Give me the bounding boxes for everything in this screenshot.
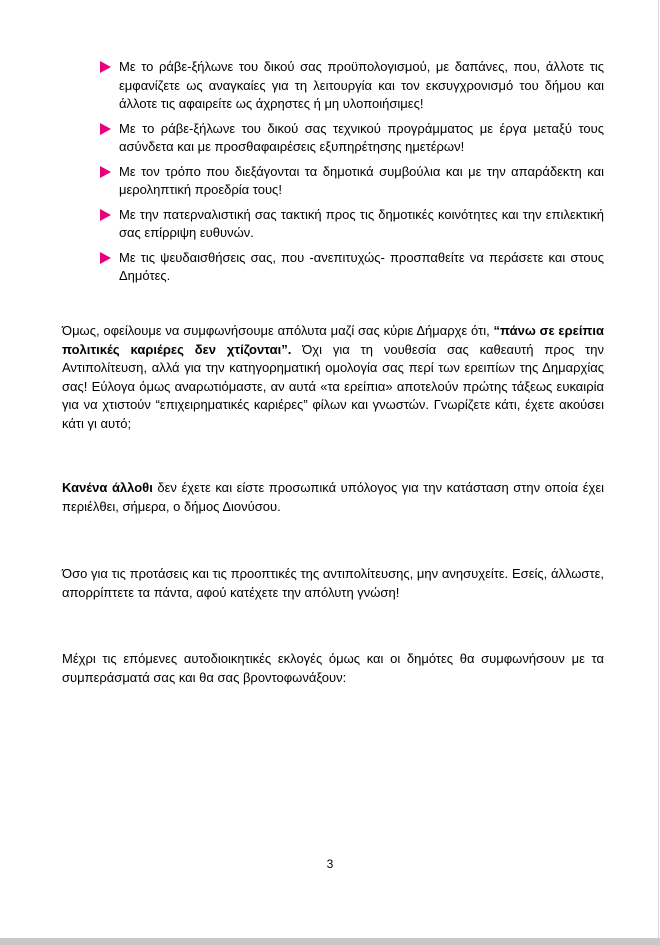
paragraph-ruins — [62, 322, 604, 433]
list-item — [100, 206, 604, 243]
list-item — [100, 163, 604, 200]
paragraph-no-alibi — [62, 479, 604, 516]
triangle-bullet-icon — [100, 61, 111, 73]
bullet-text: Με τον τρόπο που διεξάγονται τα δημοτικά συμβούλια και με την απαράδεκτη και μεροληπτική προεδρία τους! — [119, 163, 604, 197]
paragraph-proposals — [62, 565, 604, 602]
list-item — [100, 249, 604, 286]
paragraph-text: Όχι για τη νουθεσία σας καθεαυτή προς την Αντιπολίτευση, αλλά για την κατηγορηματική ομολογία σας περί των ερειπίων της Δημαρχίας σας! Εύλογα όμως αναρωτιόμαστε, αν αυτά «τα ερείπια» αποτελούν πρώτης τάξεως ευκαιρία για να χτιστούν “επιχειρηματικές καριέρες” φίλων και γνωστών. Γνωρίζετε κάτι, έχετε ακούσει κάτι γι αυτό; — [62, 341, 604, 431]
paragraph-text: Μέχρι τις επόμενες αυτοδιοικητικές εκλογές όμως και οι δημότες θα συμφωνήσουν με τα συμπεράσματά σας και θα σας βροντοφωνάξουν: — [62, 651, 604, 685]
paragraph-text: Όσο για τις προτάσεις και τις προοπτικές της αντιπολίτευσης, μην ανησυχείτε. Εσείς, άλλωστε, απορρίπτετε τα πάντα, αφού κατέχετε την απόλυτη γνώση! — [62, 566, 604, 600]
page-edge-shadow — [0, 938, 660, 945]
triangle-bullet-icon — [100, 123, 111, 135]
bullet-text: Με το ράβε-ξήλωνε του δικού σας τεχνικού προγράμματος με έργα μεταξύ τους ασύνδετα και με προσθαφαιρέσεις εξυπηρέτησης ημετέρων! — [119, 120, 604, 154]
triangle-bullet-icon — [100, 209, 111, 221]
paragraph-elections — [62, 650, 604, 687]
bullet-list — [100, 58, 604, 292]
bullet-text: Με τις ψευδαισθήσεις σας, που -ανεπιτυχώς- προσπαθείτε να περάσετε και στους Δημότες. — [119, 249, 604, 283]
bold-phrase: Κανένα άλλοθι — [62, 480, 153, 495]
bullet-text: Με το ράβε-ξήλωνε του δικού σας προϋπολογισμού, με δαπάνες, που, άλλοτε τις εμφανίζετε ως αναγκαίες για τη λειτουργία και τον εκσυγχρονισμό του δήμου και άλλοτε τις αφαιρείτε ως άχρηστες ή μη υλοποιήσιμες! — [119, 59, 604, 111]
page-number: 3 — [326, 857, 334, 871]
paragraph-text: δεν έχετε και είστε προσωπικά υπόλογος για την κατάσταση στην οποία έχει περιέλθει, σήμερα, ο δήμος Διονύσου. — [62, 480, 605, 514]
triangle-bullet-icon — [100, 252, 111, 264]
bold-quote: “πάνω σε ερείπια πολιτικές καριέρες δεν χτίζονται”. — [62, 323, 604, 357]
paragraph-text: Όμως, οφείλουμε να συμφωνήσουμε απόλυτα μαζί σας κύριε Δήμαρχε ότι, — [62, 323, 494, 338]
list-item — [100, 58, 604, 114]
bullet-text: Με την πατερναλιστική σας τακτική προς τις δημοτικές κοινότητες και την επιλεκτική σας επίρριψη ευθυνών. — [119, 206, 604, 240]
list-item — [100, 120, 604, 157]
triangle-bullet-icon — [100, 166, 111, 178]
